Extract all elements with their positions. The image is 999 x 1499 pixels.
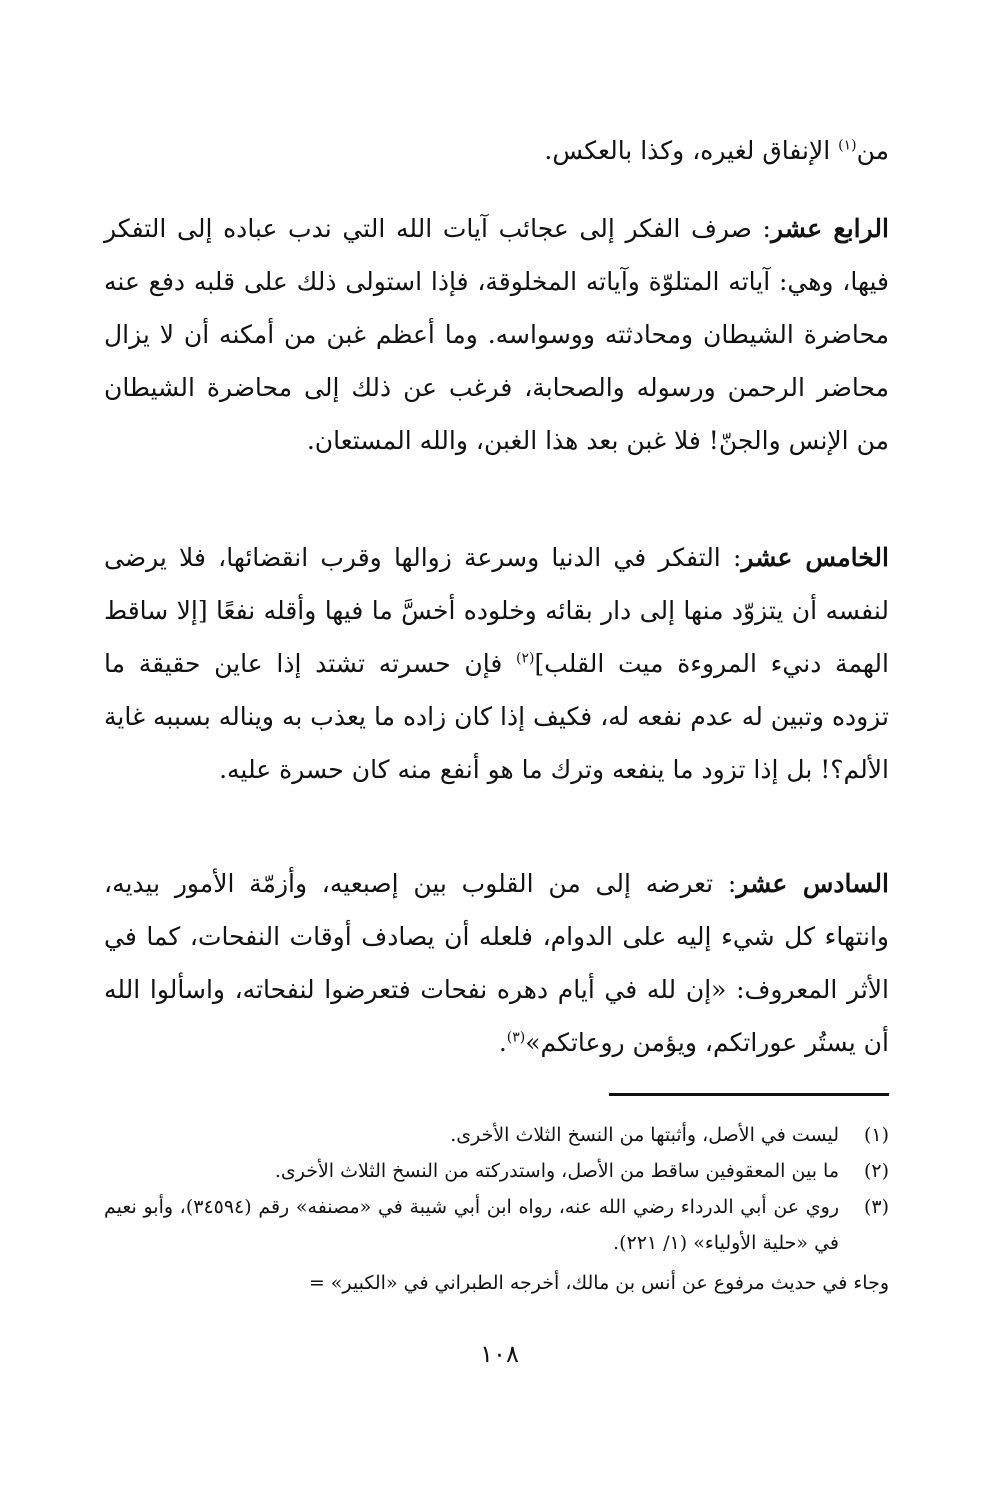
paragraph-sixteenth	[104, 857, 889, 1069]
footnote-text: ليست في الأصل، وأثبتها من النسخ الثلاث الأخرى.	[450, 1124, 839, 1146]
footnote-text: روي عن أبي الدرداء رضي الله عنه، رواه ابن أبي شيبة في «مصنفه» رقم (٣٤٥٩٤)، وأبو نعيم في «حلية الأولياء» (١/ ٢٢١).	[104, 1196, 839, 1254]
footnote-number: (٢)	[863, 1160, 889, 1182]
footnote-ref-3: (٣)	[506, 1029, 526, 1046]
paragraph-text: : التفكر في الدنيا وسرعة زوالها وقرب انقضائها، فلا يرضى لنفسه أن يتزوّد منها إلى دار بقائه وخلوده أخسَّ ما فيها وأقله نفعًا [إلا ساقط الهمة دنيء المروءة ميت القلب]	[104, 543, 889, 678]
footnotes	[104, 1117, 889, 1301]
paragraph-lead: الخامس عشر	[741, 543, 889, 572]
footnote-2	[104, 1153, 889, 1189]
footnote-number: (٣)	[863, 1196, 889, 1218]
footnote-divider	[609, 1093, 889, 1096]
paragraph-text: فإن حسرته تشتد إذا عاين حقيقة ما تزوده وتبين له عدم نفعه له، فكيف إذا كان زاده ما يعذب به ويناله بسببه غاية الألم؟! بل إذا تزود ما ينفعه وترك ما هو أنفع منه كان حسرة عليه.	[104, 649, 889, 784]
paragraph-fourteenth	[104, 202, 889, 467]
paragraph-text: : تعرضه إلى من القلوب بين إصبعيه، وأزمّة الأمور بيديه، وانتهاء كل شيء إليه على الدوام، فلعله أن يصادف أوقات النفحات، كما في الأثر المعروف: «إن لله في أيام دهره نفحات فتعرضوا لنفحاته، واسألوا الله أن يستُر عوراتكم، ويؤمن روعاتكم»	[104, 869, 889, 1057]
footnote-text: ما بين المعقوفين ساقط من الأصل، واستدركته من النسخ الثلاث الأخرى.	[274, 1160, 839, 1182]
footnote-ref-1: (١)	[838, 137, 857, 154]
paragraph-text: : صرف الفكر إلى عجائب آيات الله التي ندب عباده إلى التفكر فيها، وهي: آياته المتلوّة وآياته المخلوقة، فإذا استولى ذلك على قلبه دفع عنه محاضرة الشيطان ومحادثته ووسواسه. وما أعظم غبن من أمكنه أن لا يزال محاضر الرحمن ورسوله والصحابة، فرغب عن ذلك إلى محاضرة الشيطان من الإنس والجنّ! فلا غبن بعد هذا الغبن، والله المستعان.	[104, 214, 889, 455]
paragraph-lead: السادس عشر	[736, 869, 889, 898]
footnote-1	[104, 1117, 889, 1153]
paragraph-lead: الرابع عشر	[770, 214, 889, 243]
paragraph-fifteenth	[104, 531, 889, 796]
paragraph-text-start: من	[856, 136, 889, 165]
paragraph-text: الإنفاق لغيره، وكذا بالعكس.	[544, 136, 839, 165]
paragraph-continuation	[104, 124, 889, 177]
footnote-3	[104, 1189, 889, 1261]
footnote-number: (١)	[863, 1124, 889, 1146]
footnote-ref-2: (٢)	[516, 650, 535, 667]
page-number: ١٠٨	[480, 1340, 519, 1368]
footnote-continuation: وجاء في حديث مرفوع عن أنس بن مالك، أخرجه الطبراني في «الكبير» =	[308, 1272, 889, 1294]
paragraph-text: .	[498, 1028, 507, 1057]
